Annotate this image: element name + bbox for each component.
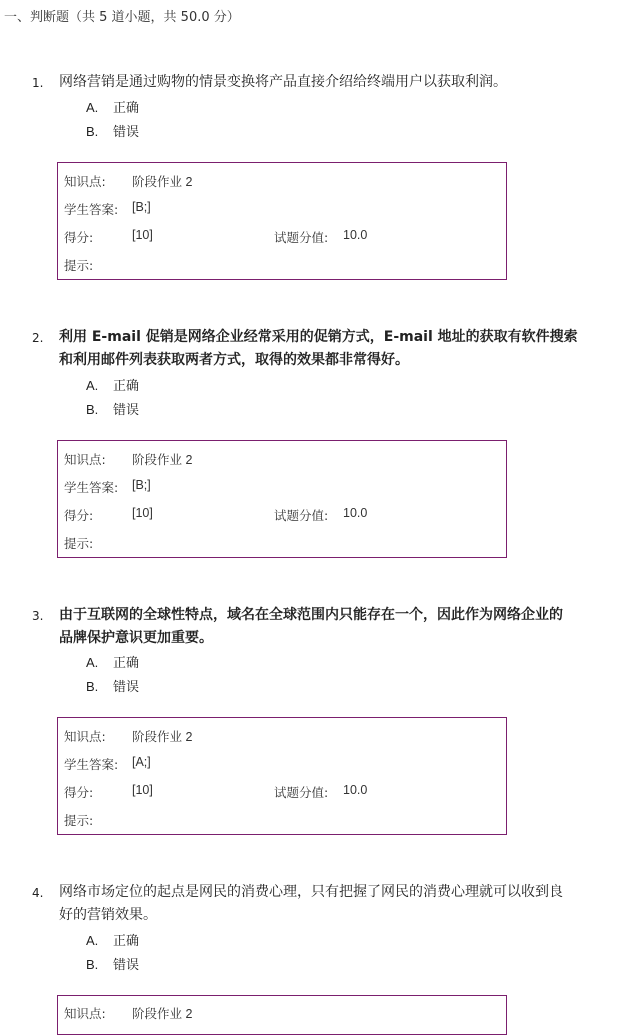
score-label: 得分:	[64, 785, 94, 800]
option-b[interactable]	[86, 121, 139, 140]
option-b[interactable]	[86, 399, 139, 418]
option-b[interactable]	[86, 954, 139, 973]
knowledge-value: 阶段作业 2	[132, 453, 193, 467]
knowledge-label: 知识点:	[64, 452, 106, 467]
knowledge-value: 阶段作业 2	[132, 730, 193, 744]
option-label: 正确	[113, 934, 140, 949]
score-value: [10]	[132, 228, 153, 242]
option-label: 正确	[113, 101, 140, 116]
student-answer-label: 学生答案:	[64, 480, 119, 495]
answer-info-box	[57, 440, 507, 558]
option-letter: B.	[86, 679, 99, 694]
option-a[interactable]	[86, 652, 139, 671]
knowledge-value: 阶段作业 2	[132, 175, 193, 189]
section-title: 一、判断题（共 5 道小题，共 50.0 分）	[4, 10, 240, 25]
question-value-label: 试题分值:	[274, 230, 329, 245]
score-value: [10]	[132, 506, 153, 520]
option-label: 正确	[113, 656, 140, 671]
knowledge-label: 知识点:	[64, 729, 106, 744]
option-letter: B.	[86, 402, 99, 417]
student-answer-label: 学生答案:	[64, 757, 119, 772]
option-label: 错误	[113, 125, 140, 140]
option-a[interactable]	[86, 930, 139, 949]
knowledge-label: 知识点:	[64, 174, 106, 189]
option-letter: A.	[86, 100, 99, 115]
question-number: 3.	[32, 609, 44, 623]
question-value-label: 试题分值:	[274, 508, 329, 523]
option-label: 错误	[113, 958, 140, 973]
option-letter: A.	[86, 933, 99, 948]
option-a[interactable]	[86, 97, 139, 116]
hint-label: 提示:	[64, 536, 94, 551]
question-text-line-1: 利用 E-mail 促销是网络企业经常采用的促销方式，E-mail 地址的获取有软件搜索	[59, 329, 578, 345]
question-text-line-1: 网络市场定位的起点是网民的消费心理，只有把握了网民的消费心理就可以收到良	[59, 884, 563, 900]
option-label: 错误	[113, 403, 140, 418]
option-letter: B.	[86, 124, 99, 139]
option-letter: A.	[86, 378, 99, 393]
question-value: 10.0	[343, 783, 368, 797]
question-number: 4.	[32, 886, 44, 900]
knowledge-value: 阶段作业 2	[132, 1007, 193, 1021]
student-answer-value: [B;]	[132, 200, 151, 214]
question-value: 10.0	[343, 228, 368, 242]
student-answer-value: [B;]	[132, 478, 151, 492]
question-value-label: 试题分值:	[274, 785, 329, 800]
question-value: 10.0	[343, 506, 368, 520]
question-text-line-1: 由于互联网的全球性特点，域名在全球范围内只能存在一个，因此作为网络企业的	[59, 607, 563, 623]
hint-label: 提示:	[64, 813, 94, 828]
question-text: 网络营销是通过购物的情景变换将产品直接介绍给终端用户以获取利润。	[59, 74, 507, 90]
hint-label: 提示:	[64, 258, 94, 273]
question-text-line-2: 好的营销效果。	[59, 907, 157, 923]
question-text-line-2: 品牌保护意识更加重要。	[59, 630, 213, 646]
student-answer-value: [A;]	[132, 755, 151, 769]
knowledge-label: 知识点:	[64, 1006, 106, 1021]
option-b[interactable]	[86, 676, 139, 695]
answer-info-box	[57, 995, 507, 1035]
option-letter: B.	[86, 957, 99, 972]
question-number: 1.	[32, 76, 44, 90]
student-answer-label: 学生答案:	[64, 202, 119, 217]
option-label: 错误	[113, 680, 140, 695]
option-label: 正确	[113, 379, 140, 394]
question-text-line-2: 和利用邮件列表获取两者方式，取得的效果都非常得好。	[59, 352, 409, 368]
question-number: 2.	[32, 331, 44, 345]
score-value: [10]	[132, 783, 153, 797]
option-a[interactable]	[86, 375, 139, 394]
option-letter: A.	[86, 655, 99, 670]
score-label: 得分:	[64, 508, 94, 523]
score-label: 得分:	[64, 230, 94, 245]
answer-info-box	[57, 162, 507, 280]
answer-info-box	[57, 717, 507, 835]
